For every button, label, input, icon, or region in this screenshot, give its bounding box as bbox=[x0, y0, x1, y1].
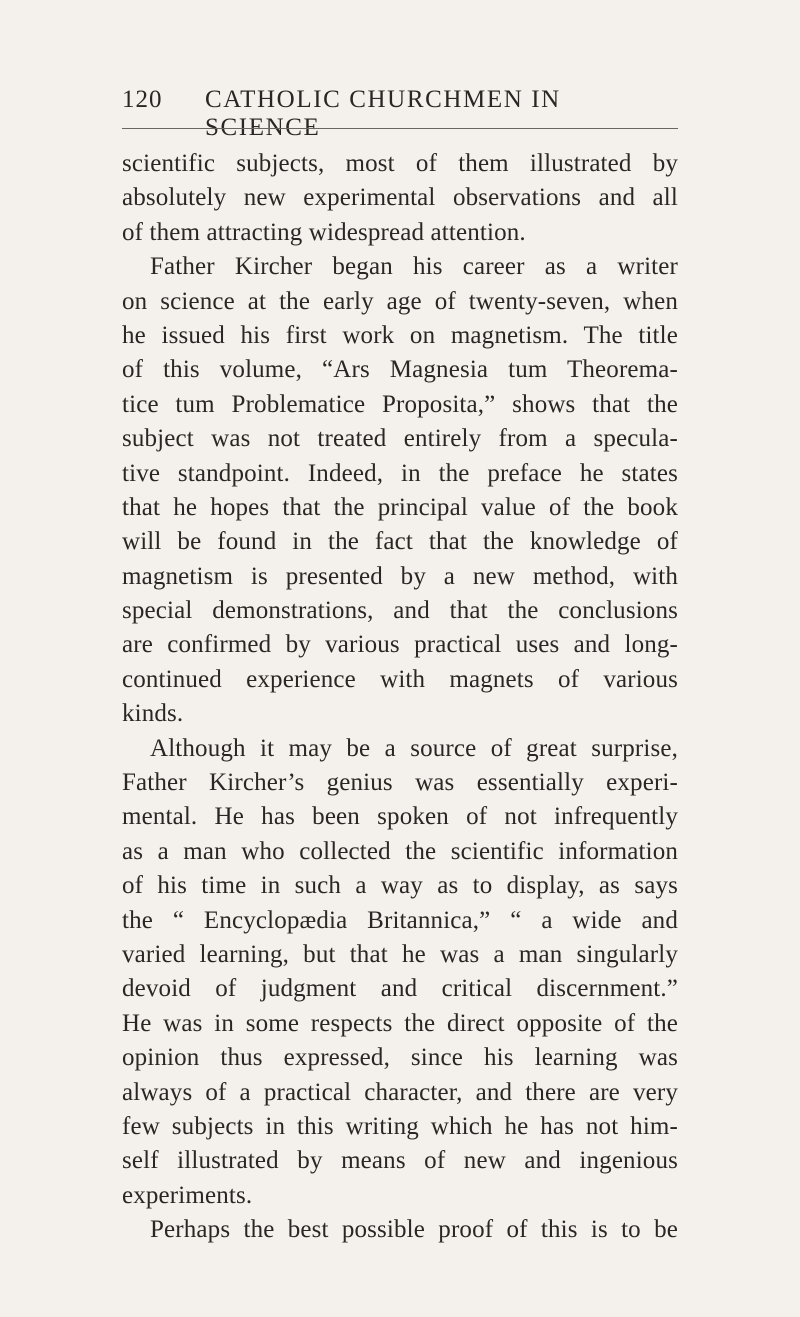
text-line: Perhaps the best possible proof of this is to be bbox=[150, 1216, 678, 1244]
text-line: magnetism is presented by a new method, with bbox=[122, 562, 678, 590]
text-line: experiments. bbox=[122, 1181, 253, 1209]
text-line: devoid of judgment and critical discernment.” bbox=[122, 975, 678, 1003]
text-line: opinion thus expressed, since his learning was bbox=[122, 1044, 678, 1072]
text-line: Although it may be a source of great surprise, bbox=[150, 734, 678, 762]
text-line: mental. He has been spoken of not infrequently bbox=[122, 803, 678, 831]
text-line: as a man who collected the scientific information bbox=[122, 837, 678, 865]
text-line: on science at the early age of twenty-seven, when bbox=[122, 287, 678, 315]
page-number: 120 bbox=[122, 86, 163, 113]
text-line: always of a practical character, and there are very bbox=[122, 1078, 678, 1106]
text-line: of his time in such a way as to display, as says bbox=[122, 872, 678, 900]
page-header bbox=[122, 86, 684, 141]
running-title: CATHOLIC CHURCHMEN IN SCIENCE bbox=[205, 86, 561, 141]
text-line: that he hopes that the principal value of the book bbox=[122, 493, 678, 521]
text-line: he issued his first work on magnetism. The title bbox=[122, 321, 678, 349]
text-line: subject was not treated entirely from a specula- bbox=[122, 425, 678, 453]
text-line: kinds. bbox=[122, 700, 184, 728]
text-line: varied learning, but that he was a man singularly bbox=[122, 940, 678, 968]
text-line: tice tum Problematice Proposita,” shows that the bbox=[122, 390, 678, 418]
text-line: He was in some respects the direct opposite of the bbox=[122, 1009, 678, 1037]
text-line: of them attracting widespread attention. bbox=[122, 218, 526, 246]
text-line: Father Kircher’s genius was essentially experi- bbox=[122, 769, 678, 797]
text-line: Father Kircher began his career as a writer bbox=[150, 253, 678, 281]
text-line: few subjects in this writing which he has not him- bbox=[122, 1112, 678, 1140]
text-line: of this volume, “Ars Magnesia tum Theorema- bbox=[122, 356, 678, 384]
text-line: the “ Encyclopædia Britannica,” “ a wide and bbox=[122, 906, 678, 934]
text-line: will be found in the fact that the knowledge of bbox=[122, 528, 678, 556]
text-line: special demonstrations, and that the conclusions bbox=[122, 597, 678, 625]
text-line: self illustrated by means of new and ingenious bbox=[122, 1147, 678, 1175]
text-line: scientific subjects, most of them illustrated by bbox=[122, 150, 678, 177]
header-rule bbox=[122, 128, 678, 129]
text-line: continued experience with magnets of various bbox=[122, 665, 678, 693]
body-text bbox=[122, 147, 678, 1248]
text-line: are confirmed by various practical uses and long- bbox=[122, 631, 678, 659]
text-line: absolutely new experimental observations and all bbox=[122, 184, 678, 212]
text-line: tive standpoint. Indeed, in the preface he states bbox=[122, 459, 678, 487]
